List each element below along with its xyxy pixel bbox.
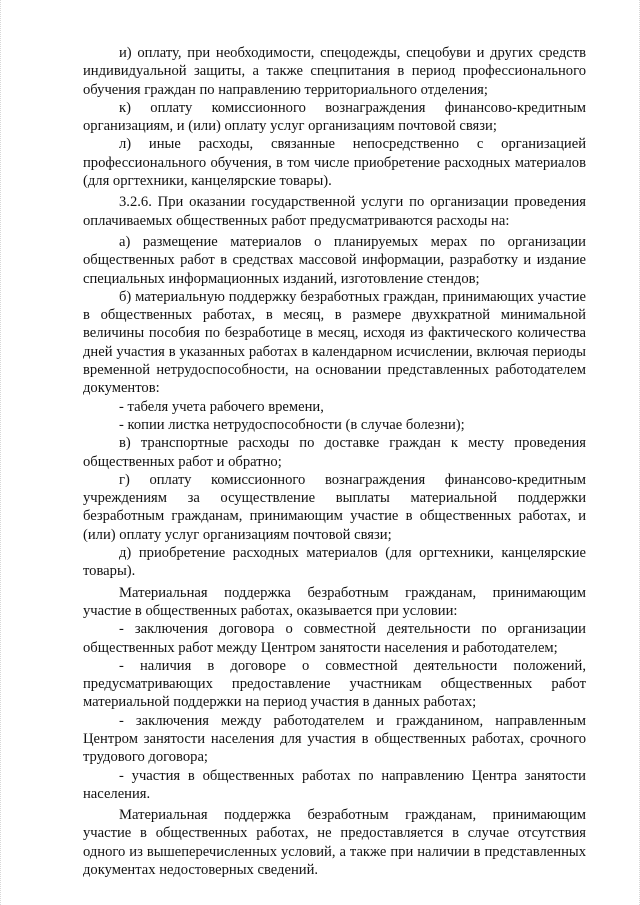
- paragraph-dash-provisions: - наличия в договоре о совместной деятельности положений, предусматривающих предоставление участникам общественных работ материальной поддержки на период участия в данных работах;: [83, 657, 586, 711]
- paragraph-item-i: и) оплату, при необходимости, спецодежды, спецобуви и других средств индивидуальной защиты, а также спецпитания в период профессионального обучения граждан по направлению территориального отделения;: [83, 45, 586, 98]
- paragraph-dash-sick-leave: - копии листка нетрудоспособности (в случае болезни);: [119, 416, 465, 433]
- paragraph-support-not-provided: Материальная поддержка безработным гражданам, принимающим участие в общественных работах, не предоставляется в случае отсутствия одного из вышеперечисленных условий, а также при наличии в представленных документах недостоверных сведений.: [83, 807, 586, 879]
- paragraph-item-l: л) иные расходы, связанные непосредственно с организацией профессионального обучения, в том числе приобретение расходных материалов (для оргтехники, канцелярские товары).: [83, 136, 586, 190]
- paragraph-item-v: в) транспортные расходы по доставке граждан к месту проведения общественных работ и обратно;: [83, 435, 586, 470]
- paragraph-dash-employment-contract: - заключения между работодателем и гражданином, направленным Центром занятости населения для участия в общественных работах, срочного трудового договора;: [83, 712, 586, 766]
- document-body: [83, 44, 586, 879]
- paragraph-dash-timesheet: - табеля учета рабочего времени,: [119, 398, 324, 415]
- paragraph-support-conditions: Материальная поддержка безработным гражданам, принимающим участие в общественных работах, оказывается при условии:: [83, 584, 586, 619]
- paragraph-item-b: б) материальную поддержку безработных граждан, принимающих участие в общественных работах, в месяц, в размере двухкратной минимальной величины пособия по безработице в месяц, исходя из фактического количества дней участия в указанных работах в календарном исчислении, включая периоды временной нетрудоспособности, на основании представленных работодателем документов:: [83, 288, 586, 397]
- paragraph-dash-contract: - заключения договора о совместной деятельности по организации общественных работ между Центром занятости населения и работодателем;: [83, 621, 586, 656]
- paragraph-section-3-2-6: 3.2.6. При оказании государственной услуги по организации проведения оплачиваемых общественных работ предусматриваются расходы на:: [83, 194, 586, 229]
- paragraph-dash-participation: - участия в общественных работах по направлению Центра занятости населения.: [83, 767, 586, 802]
- paragraph-item-a: а) размещение материалов о планируемых мерах по организации общественных работ в средствах массовой информации, разработку и издание специальных информационных изданий, изготовление стендов;: [83, 233, 586, 287]
- paragraph-item-g: г) оплату комиссионного вознаграждения финансово-кредитным учреждениям за осуществление выплаты материальной поддержки безработным гражданам, принимающим участие в общественных работах, и (или) оплату услуг организациям почтовой связи;: [83, 471, 586, 543]
- paragraph-item-d: д) приобретение расходных материалов (для оргтехники, канцелярские товары).: [83, 545, 586, 580]
- paragraph-item-k: к) оплату комиссионного вознаграждения финансово-кредитным организациям, и (или) оплату услуг организациям почтовой связи;: [83, 99, 586, 135]
